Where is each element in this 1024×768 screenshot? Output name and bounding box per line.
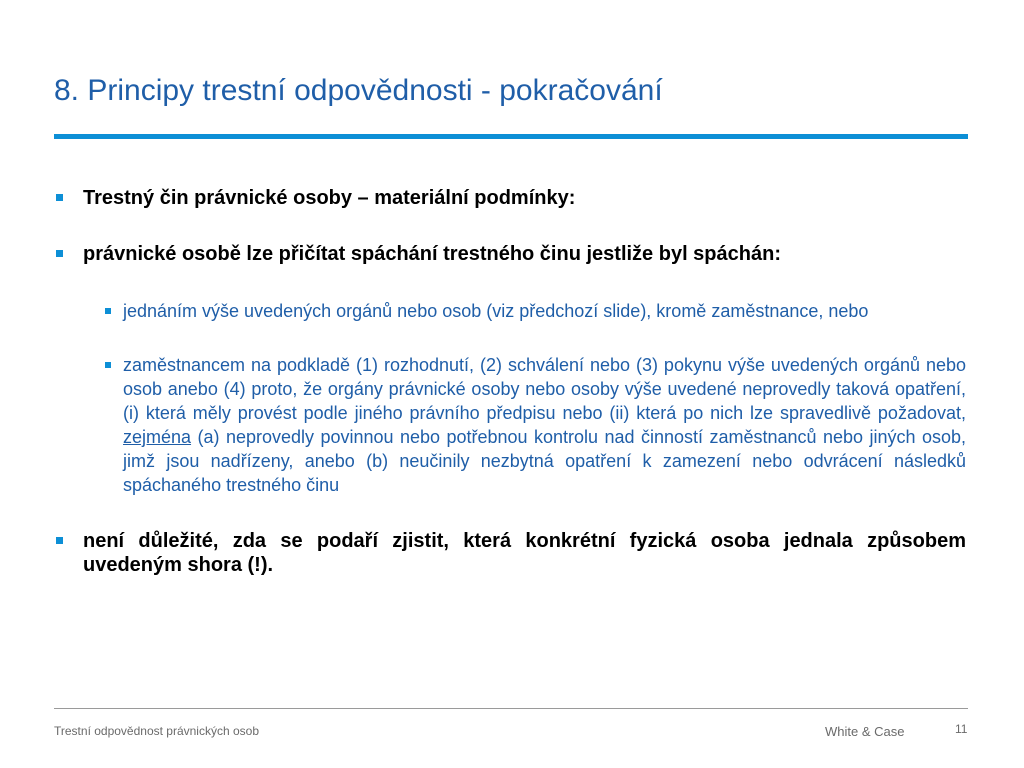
slide-title: 8. Principy trestní odpovědnosti - pokračování bbox=[54, 74, 663, 107]
bullet-text-1: Trestný čin právnické osoby – materiální podmínky: bbox=[83, 187, 576, 209]
square-bullet-icon bbox=[105, 362, 111, 368]
bullet-item-1 bbox=[54, 186, 966, 210]
sub-bullet-item-2 bbox=[105, 353, 966, 497]
footer-caption: Trestní odpovědnost právnických osob bbox=[54, 724, 260, 738]
title-divider bbox=[54, 134, 968, 139]
slide-body bbox=[54, 186, 966, 577]
sub-bullet-text-1: jednáním výše uvedených orgánů nebo osob (viz předchozí slide), kromě zaměstnance, nebo bbox=[123, 301, 869, 321]
square-bullet-icon bbox=[56, 250, 63, 257]
sub-bullet-item-1 bbox=[105, 299, 966, 323]
bullet-text-3: není důležité, zda se podaří zjistit, která konkrétní fyzická osoba jednala způsobem uvedeným shora (!). bbox=[83, 530, 966, 576]
underlined-word: zejména bbox=[123, 427, 192, 447]
bullet-item-3 bbox=[54, 529, 966, 577]
square-bullet-icon bbox=[105, 308, 111, 314]
footer-brand: White & Case bbox=[825, 724, 905, 739]
square-bullet-icon bbox=[56, 537, 63, 544]
footer-divider bbox=[54, 708, 968, 709]
bullet-item-2 bbox=[54, 242, 966, 266]
bullet-text-2: právnické osobě lze přičítat spáchání trestného činu jestliže byl spáchán: bbox=[83, 243, 781, 265]
square-bullet-icon bbox=[56, 194, 63, 201]
sub-bullet-text-2b: (a) neprovedly povinnou nebo potřebnou kontrolu nad činností zaměstnanců nebo jiných osob, jimž jsou nadřízeny, anebo (b) neučinily nezbytná opatření k zamezení nebo odvrácení následků spáchaného trestného činu bbox=[123, 427, 966, 495]
sub-bullet-text-2a: zaměstnancem na podkladě (1) rozhodnutí, (2) schválení nebo (3) pokynu výše uvedených orgánů nebo osob anebo (4) proto, že orgány právnické osoby nebo osoby výše uvedené neprovedly taková opatření, (i) která měly provést podle jiného právního předpisu nebo (ii) která po nich lze spravedlivě požadovat, bbox=[123, 355, 966, 423]
page-number: 11 bbox=[955, 722, 968, 736]
